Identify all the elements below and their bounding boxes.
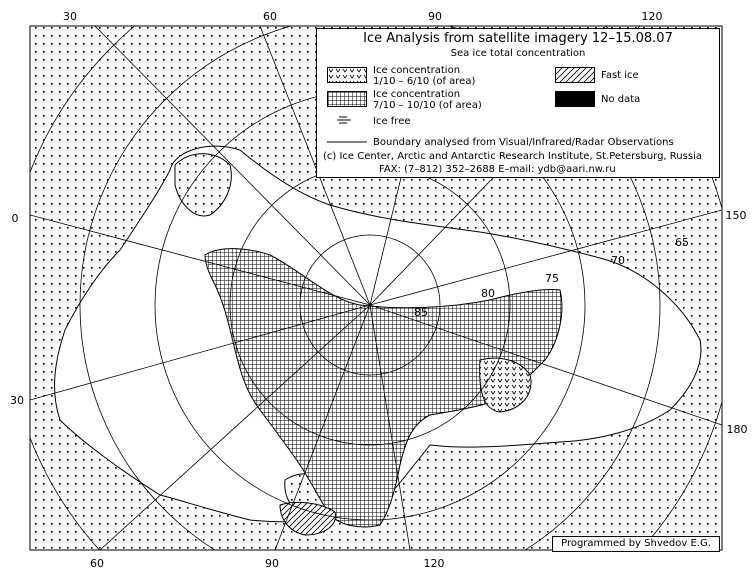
lat-label-85: 85 bbox=[414, 306, 428, 319]
swatch-high-concentration bbox=[327, 91, 367, 107]
legend-high-line2: 7/10 – 10/10 (of area) bbox=[373, 100, 482, 111]
programmed-by-label: Programmed by Shvedov E.G. bbox=[552, 536, 720, 552]
swatch-no-data bbox=[555, 91, 595, 107]
swatch-ice-free bbox=[337, 115, 357, 125]
legend-low-line2: 1/10 – 6/10 (of area) bbox=[373, 76, 476, 87]
tick-top-90: 90 bbox=[428, 10, 442, 23]
legend-fast-ice: Fast ice bbox=[601, 70, 639, 81]
tick-top-30: 30 bbox=[63, 10, 77, 23]
legend-title: Ice Analysis from satellite imagery 12–15.08.07 bbox=[363, 31, 673, 46]
legend-credit-line2: FAX: (7–812) 352–2688 E–mail: ydb@aari.nw.ru bbox=[379, 164, 616, 175]
swatch-boundary bbox=[327, 139, 367, 145]
tick-right-180: 180 bbox=[726, 423, 748, 436]
swatch-low-concentration bbox=[327, 67, 367, 83]
legend-low-line1: Ice concentration bbox=[373, 65, 461, 76]
lat-label-75: 75 bbox=[545, 272, 559, 285]
legend-subtitle: Sea ice total concentration bbox=[450, 48, 586, 59]
lat-label-70: 70 bbox=[611, 254, 625, 267]
tick-right-150: 150 bbox=[725, 209, 747, 222]
lat-label-65: 65 bbox=[675, 236, 689, 249]
tick-bottom-60: 60 bbox=[90, 557, 104, 570]
tick-left-30: 30 bbox=[10, 394, 24, 407]
tick-bottom-120: 120 bbox=[423, 557, 445, 570]
tick-left-0: 0 bbox=[11, 212, 19, 225]
legend-boundary: Boundary analysed from Visual/Infrared/Radar Observations bbox=[373, 137, 674, 148]
legend-high-line1: Ice concentration bbox=[373, 89, 461, 100]
legend-no-data: No data bbox=[601, 94, 641, 105]
lat-label-80: 80 bbox=[481, 287, 495, 300]
legend-credit-line1: (c) Ice Center, Arctic and Antarctic Research Institute, St.Petersburg, Russia bbox=[323, 151, 702, 162]
tick-bottom-90: 90 bbox=[265, 557, 279, 570]
tick-top-60: 60 bbox=[263, 10, 277, 23]
legend-ice-free: Ice free bbox=[373, 116, 411, 127]
swatch-fast-ice bbox=[555, 67, 595, 83]
tick-top-120: 120 bbox=[641, 10, 663, 23]
map-legend bbox=[316, 28, 720, 178]
